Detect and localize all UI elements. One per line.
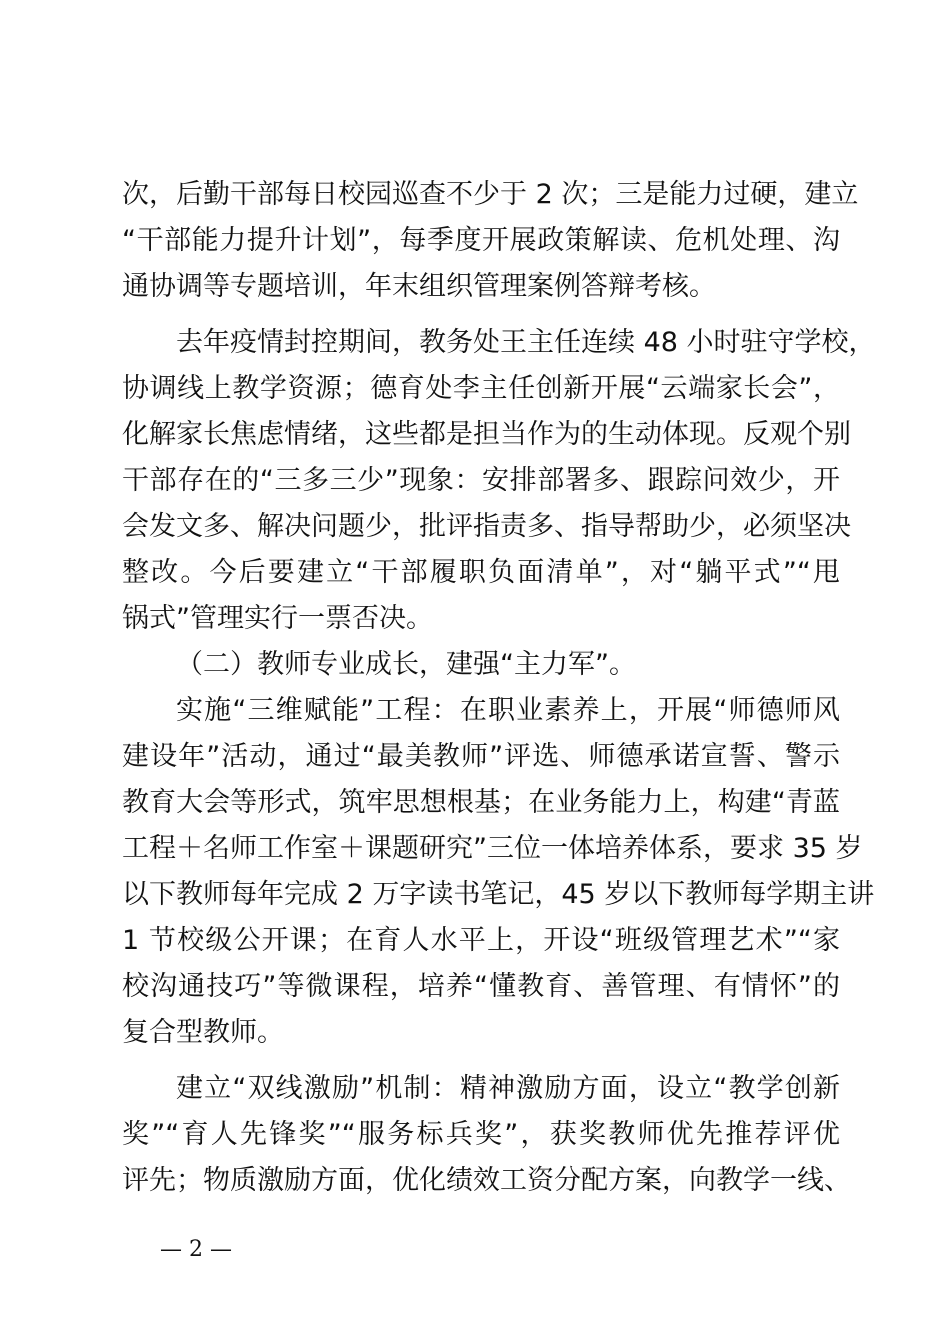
text-line: 化解家长焦虑情绪，这些都是担当作为的生动体现。反观个别 bbox=[122, 419, 851, 450]
paragraph-first-line: 建立“双线激励”机制：精神激励方面，设立“教学创新 bbox=[176, 1073, 840, 1104]
text-line: 整改。今后要建立“干部履职负面清单”，对“躺平式”“甩 bbox=[122, 557, 840, 588]
text-line: “干部能力提升计划”，每季度开展政策解读、危机处理、沟 bbox=[122, 225, 840, 256]
text-line: 建设年”活动，通过“最美教师”评选、师德承诺宣誓、警示 bbox=[122, 741, 840, 772]
section-heading: （二）教师专业成长，建强“主力军”。 bbox=[176, 649, 636, 680]
text-line: 锅式”管理实行一票否决。 bbox=[122, 603, 433, 634]
text-line: 通协调等专题培训，年末组织管理案例答辩考核。 bbox=[122, 271, 716, 302]
text-line: 协调线上教学资源；德育处李主任创新开展“云端家长会”， bbox=[122, 373, 840, 404]
text-line: 复合型教师。 bbox=[122, 1017, 284, 1048]
document-body bbox=[122, 172, 876, 1204]
text-line: 干部存在的“三多三少”现象：安排部署多、跟踪问效少，开 bbox=[122, 465, 840, 496]
page-number: — 2 — bbox=[160, 1237, 232, 1262]
text-line: 1 节校级公开课；在育人水平上，开设“班级管理艺术”“家 bbox=[122, 925, 840, 956]
text-line: 校沟通技巧”等微课程，培养“懂教育、善管理、有情怀”的 bbox=[122, 971, 840, 1002]
text-line: 奖”“育人先锋奖”“服务标兵奖”，获奖教师优先推荐评优 bbox=[122, 1119, 840, 1150]
text-line: 次，后勤干部每日校园巡查不少于 2 次；三是能力过硬，建立 bbox=[122, 179, 859, 210]
paragraph-first-line: 实施“三维赋能”工程：在职业素养上，开展“师德师风 bbox=[176, 695, 840, 726]
text-line: 工程＋名师工作室＋课题研究”三位一体培养体系，要求 35 岁 bbox=[122, 833, 863, 864]
text-line: 教育大会等形式，筑牢思想根基；在业务能力上，构建“青蓝 bbox=[122, 787, 840, 818]
text-line: 以下教师每年完成 2 万字读书笔记，45 岁以下教师每学期主讲 bbox=[122, 879, 875, 910]
text-line: 评先；物质激励方面，优化绩效工资分配方案，向教学一线、 bbox=[122, 1165, 851, 1196]
paragraph-first-line: 去年疫情封控期间，教务处王主任连续 48 小时驻守学校， bbox=[176, 327, 876, 358]
text-line: 会发文多、解决问题少，批评指责多、指导帮助少，必须坚决 bbox=[122, 511, 851, 542]
